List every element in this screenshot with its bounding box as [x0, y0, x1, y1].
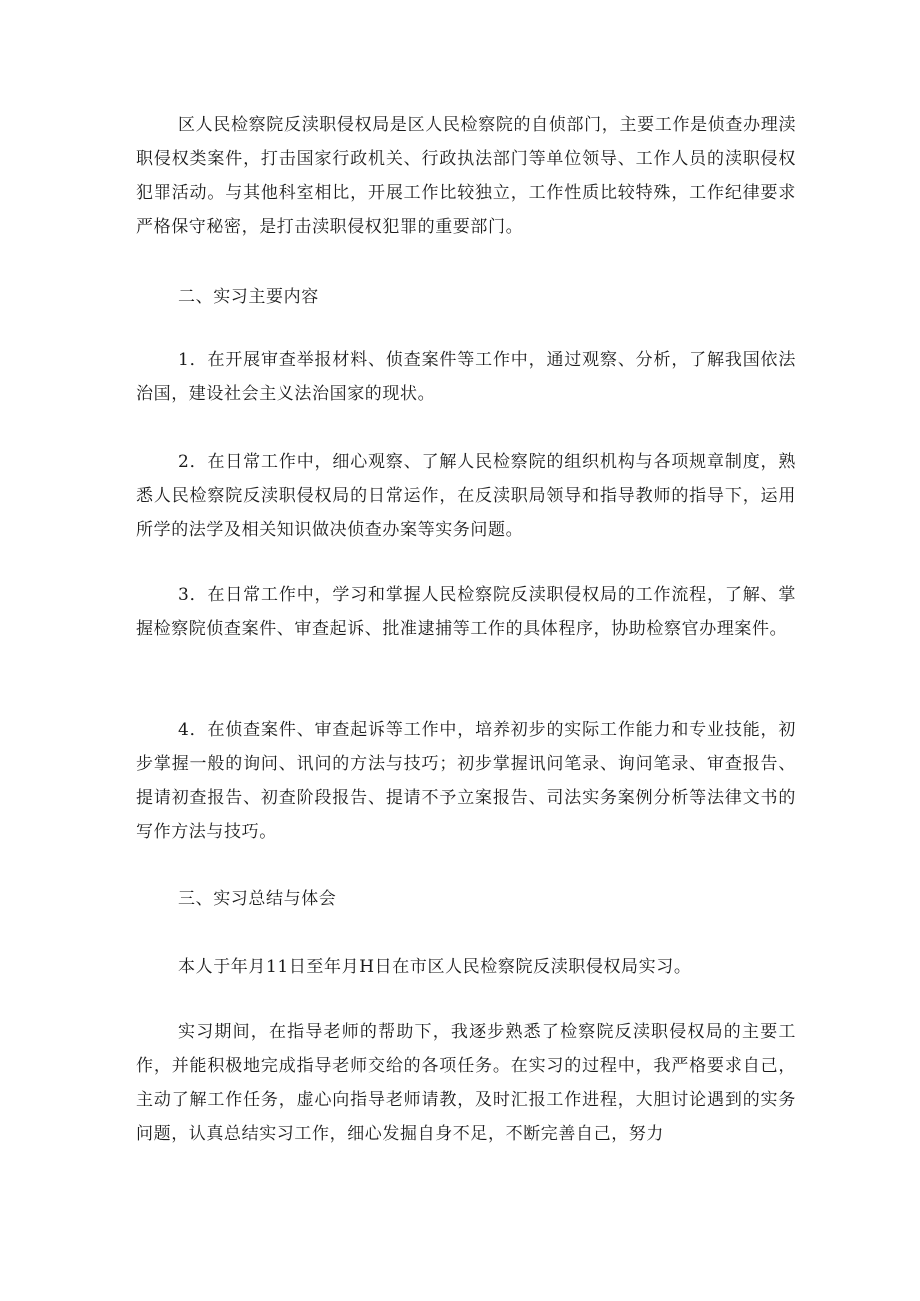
list-item-2: 2．在日常工作中，细心观察、了解人民检察院的组织机构与各项规章制度，熟悉人民检察院反渎职侵权局的日常运作，在反渎职局领导和指导教师的指导下，运用所学的法学及相关知识做决侦查办案等实务问题。 — [136, 452, 796, 540]
summary-paragraph: 实习期间，在指导老师的帮助下，我逐步熟悉了检察院反渎职侵权局的主要工作，并能积极地完成指导老师交给的各项任务。在实习的过程中，我严格要求自己，主动了解工作任务，虚心向指导老师请教，及时汇报工作进程，大胆讨论遇到的实务问题，认真总结实习工作，细心发掘自身不足，不断完善自己，努力 — [136, 1022, 796, 1144]
internship-period: 本人于年月11日至年月H日在市区人民检察院反渎职侵权局实习。 — [178, 957, 692, 977]
section-heading-summary: 三、实习总结与体会 — [178, 889, 337, 909]
section-heading-content: 二、实习主要内容 — [178, 287, 319, 307]
list-item-4: 4．在侦查案件、审查起诉等工作中，培养初步的实际工作能力和专业技能，初步掌握一般的询问、讯问的方法与技巧；初步掌握讯问笔录、询问笔录、审查报告、提请初查报告、初查阶段报告、提请不予立案报告、司法实务案例分析等法律文书的写作方法与技巧。 — [136, 720, 796, 842]
list-item-1: 1．在开展审查举报材料、侦查案件等工作中，通过观察、分析，了解我国依法治国，建设社会主义法治国家的现状。 — [136, 350, 796, 404]
list-item-3: 3．在日常工作中，学习和掌握人民检察院反渎职侵权局的工作流程，了解、掌握检察院侦查案件、审查起诉、批准逮捕等工作的具体程序，协助检察官办理案件。 — [136, 585, 796, 639]
intro-paragraph: 区人民检察院反渎职侵权局是区人民检察院的自侦部门，主要工作是侦查办理渎职侵权类案件，打击国家行政机关、行政执法部门等单位领导、工作人员的渎职侵权犯罪活动。与其他科室相比，开展工作比较独立，工作性质比较特殊，工作纪律要求严格保守秘密，是打击渎职侵权犯罪的重要部门。 — [136, 115, 796, 237]
